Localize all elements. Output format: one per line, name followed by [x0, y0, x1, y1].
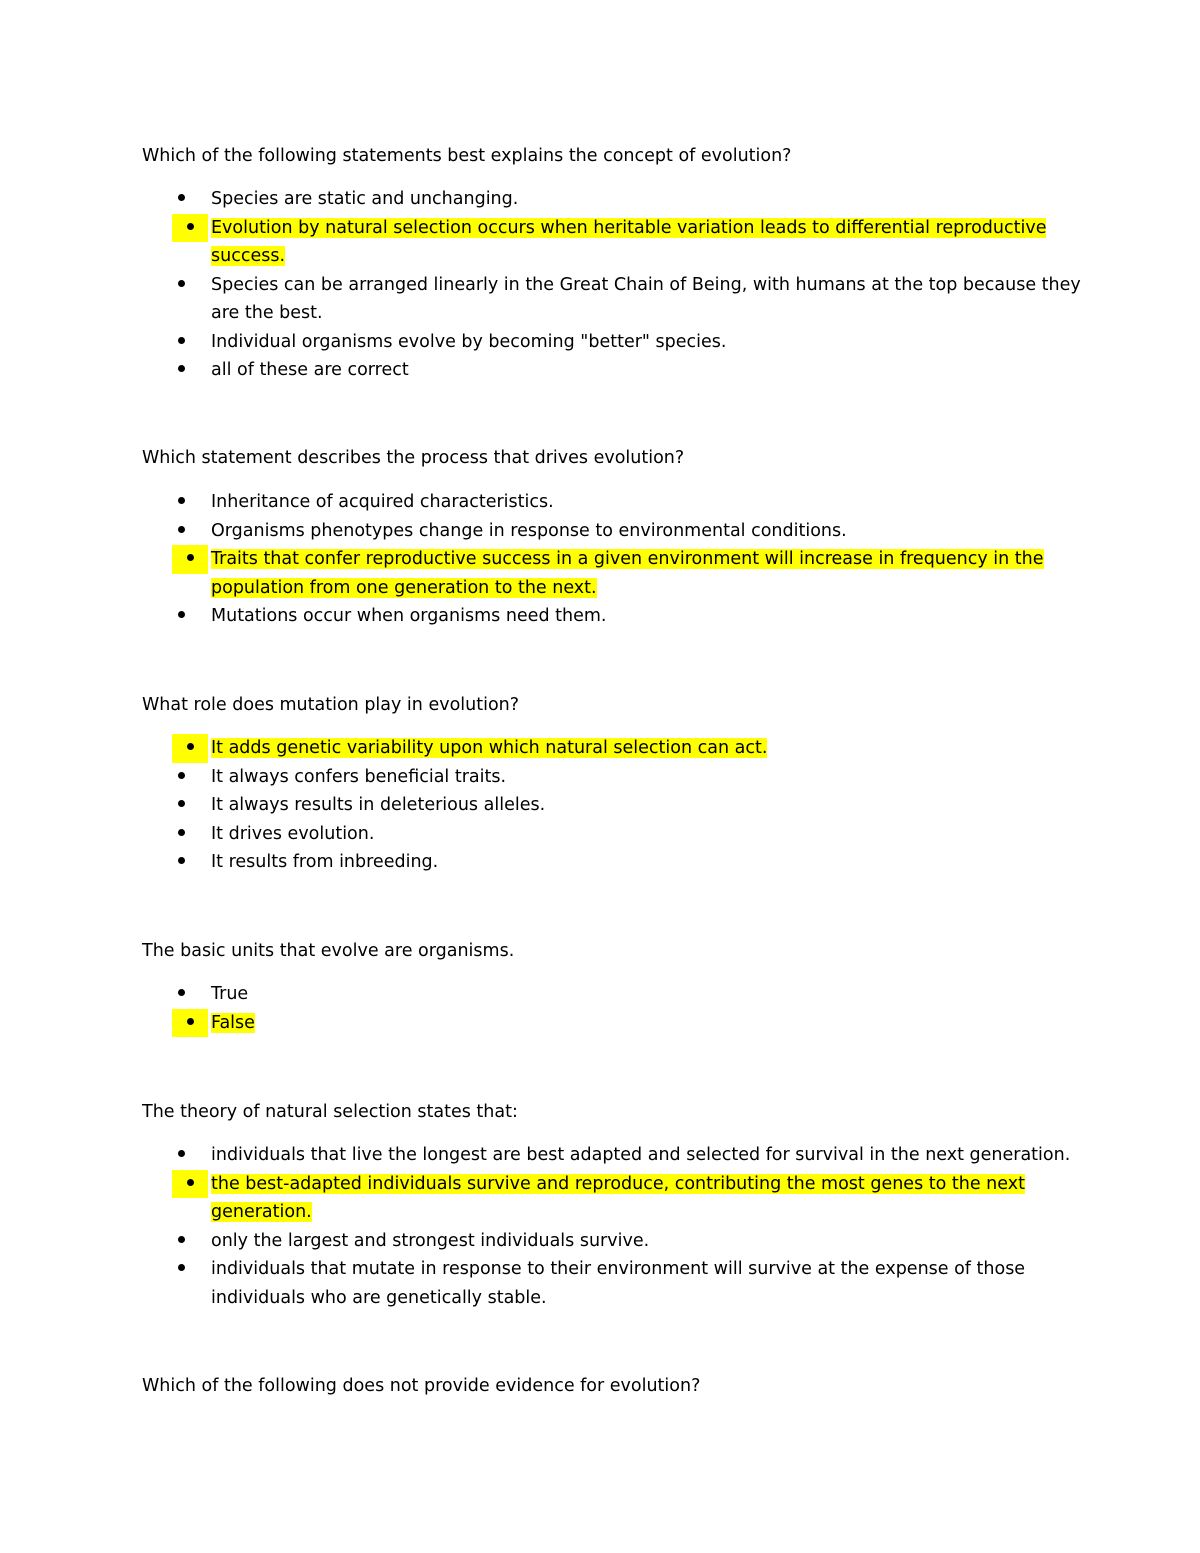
options-list-1: [0, 185, 1200, 385]
option-1-5: [0, 356, 1200, 385]
option-2-4: [0, 602, 1200, 631]
option-5-3: [0, 1227, 1200, 1256]
bullet-icon: [174, 763, 188, 792]
question-4: The basic units that evolve are organisms.: [142, 941, 515, 961]
option-2-2: [0, 517, 1200, 546]
option-3-1-correct: [0, 734, 1200, 763]
question-1: Which of the following statements best explains the concept of evolution?: [142, 146, 792, 166]
options-list-4: [0, 980, 1200, 1037]
option-text: Traits that confer reproductive success in a given environment will increase in frequency in the population from one generation to the next.: [211, 549, 1044, 598]
option-2-1: [0, 488, 1200, 517]
option-text: Inheritance of acquired characteristics.: [211, 492, 554, 512]
bullet-icon: [174, 602, 188, 631]
option-text: individuals that mutate in response to their environment will survive at the expense of those individuals who are genetically stable.: [211, 1259, 1026, 1308]
bullet-icon: [174, 271, 188, 300]
option-text: Evolution by natural selection occurs when heritable variation leads to differential reproductive success.: [211, 217, 1047, 266]
bullet-icon: [172, 214, 208, 243]
bullet-icon: [174, 1255, 188, 1284]
option-text: Organisms phenotypes change in response to environmental conditions.: [211, 520, 847, 541]
option-2-3-correct: [0, 545, 1200, 602]
options-list-3: [0, 734, 1200, 877]
bullet-icon: [172, 1009, 208, 1038]
option-text: Mutations occur when organisms need them.: [211, 606, 607, 626]
bullet-icon: [174, 356, 188, 385]
bullet-icon: [174, 185, 188, 214]
option-5-1: [0, 1141, 1200, 1170]
bullet-icon: [172, 545, 208, 574]
bullet-icon: [174, 488, 188, 517]
question-3: What role does mutation play in evolution?: [142, 695, 520, 715]
option-text: It results from inbreeding.: [211, 852, 439, 872]
bullet-icon: [174, 820, 188, 849]
bullet-icon: [172, 1170, 208, 1199]
bullet-icon: [174, 791, 188, 820]
option-text: It always results in deleterious alleles.: [211, 795, 546, 815]
option-4-1: [0, 980, 1200, 1009]
bullet-icon: [174, 848, 188, 877]
options-list-2: [0, 488, 1200, 631]
options-list-5: [0, 1141, 1200, 1312]
option-text: only the largest and strongest individuals survive.: [211, 1230, 650, 1251]
option-text: It adds genetic variability upon which natural selection can act.: [211, 738, 768, 758]
option-3-5: [0, 848, 1200, 877]
option-text: It drives evolution.: [211, 823, 375, 844]
option-3-3: [0, 791, 1200, 820]
option-3-2: [0, 763, 1200, 792]
bullet-icon: [174, 1227, 188, 1256]
option-text: False: [211, 1012, 255, 1033]
option-1-2-correct: [0, 214, 1200, 271]
option-text: individuals that live the longest are best adapted and selected for survival in the next generation.: [211, 1145, 1071, 1165]
question-5: The theory of natural selection states that:: [142, 1102, 518, 1122]
option-text: Species can be arranged linearly in the Great Chain of Being, with humans at the top because they are the best.: [211, 274, 1081, 323]
bullet-icon: [172, 734, 208, 763]
option-text: It always confers beneficial traits.: [211, 766, 507, 787]
option-text: all of these are correct: [211, 360, 409, 380]
question-6: Which of the following does not provide evidence for evolution?: [142, 1376, 701, 1396]
bullet-icon: [174, 328, 188, 357]
option-1-1: [0, 185, 1200, 214]
option-3-4: [0, 820, 1200, 849]
bullet-icon: [174, 1141, 188, 1170]
option-5-4: [0, 1255, 1200, 1312]
option-4-2-correct: [0, 1009, 1200, 1038]
question-2: Which statement describes the process that drives evolution?: [142, 448, 685, 468]
option-1-4: [0, 328, 1200, 357]
option-5-2-correct: [0, 1170, 1200, 1227]
option-text: True: [211, 984, 249, 1004]
option-text: Species are static and unchanging.: [211, 189, 519, 209]
bullet-icon: [174, 517, 188, 546]
option-text: Individual organisms evolve by becoming "better" species.: [211, 331, 727, 352]
bullet-icon: [174, 980, 188, 1009]
option-1-3: [0, 271, 1200, 328]
option-text: the best-adapted individuals survive and reproduce, contributing the most genes to the next generation.: [211, 1173, 1025, 1222]
